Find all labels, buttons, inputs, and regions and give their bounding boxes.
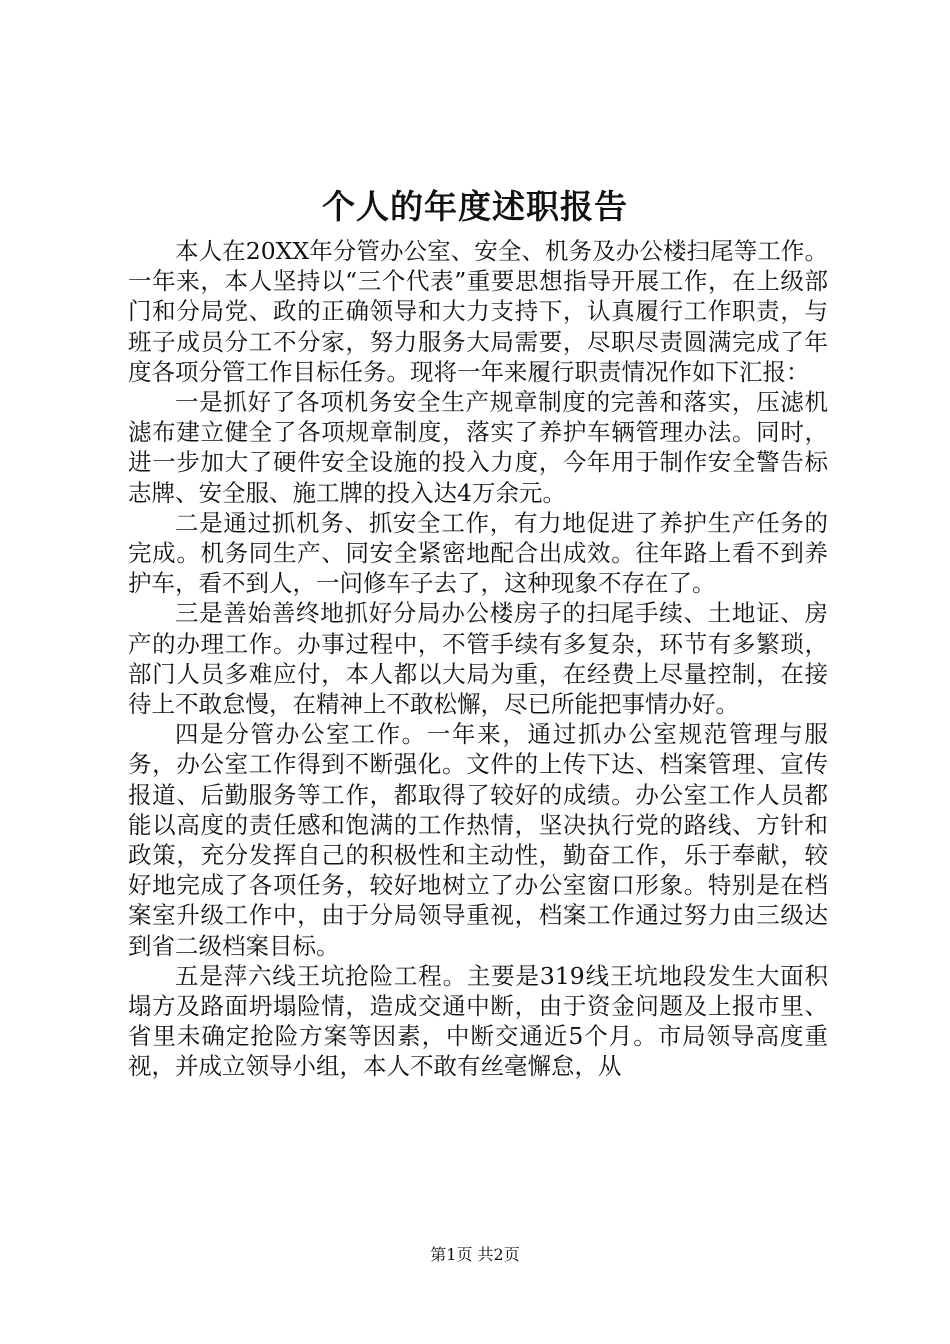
paragraph-item-1: 一是抓好了各项机务安全生产规章制度的完善和落实，压滤机滤布建立健全了各项规章制度，落实了养护车辆管理办法。同时，进一步加大了硬件安全设施的投入力度，今年用于制作安全警告标志牌、安全服、施工牌的投入达4万余元。 [128, 388, 828, 507]
document-title: 个人的年度述职报告 [322, 187, 628, 226]
paragraph-intro: 本人在20XX年分管办公室、安全、机务及办公楼扫尾等工作。一年来，本人坚持以“三个代表”重要思想指导开展工作，在上级部门和分局党、政的正确领导和大力支持下，认真履行工作职责，与班子成员分工不分家，努力服务大局需要，尽职尽责圆满完成了年度各项分管工作目标任务。现将一年来履行职责情况作如下汇报： [128, 237, 828, 386]
document-body [128, 236, 828, 1082]
paragraph-item-3: 三是善始善终地抓好分局办公楼房子的扫尾手续、土地证、房产的办理工作。办事过程中，不管手续有多复杂，环节有多繁琐，部门人员多难应付，本人都以大局为重，在经费上尽量控制，在接待上不敢怠慢，在精神上不敢松懈，尽已所能把事情办好。 [128, 599, 828, 719]
paragraph-item-5: 五是萍六线王坑抢险工程。主要是319线王坑地段发生大面积塌方及路面坍塌险情，造成交通中断，由于资金问题及上报市里、省里未确定抢险方案等因素，中断交通近5个月。市局领导高度重视，并成立领导小组，本人不敢有丝毫懈怠，从 [128, 961, 828, 1081]
paragraph-item-4: 四是分管办公室工作。一年来，通过抓办公室规范管理与服务，办公室工作得到不断强化。文件的上传下达、档案管理、宣传报道、后勤服务等工作，都取得了较好的成绩。办公室工作人员都能以高度的责任感和饱满的工作热情，坚决执行党的路线、方针和政策，充分发挥自己的积极性和主动性，勤奋工作，乐于奉献，较好地完成了各项任务，较好地树立了办公室窗口形象。特别是在档案室升级工作中，由于分局领导重视，档案工作通过努力由三级达到省二级档案目标。 [128, 720, 828, 960]
paragraph-item-2: 二是通过抓机务、抓安全工作，有力地促进了养护生产任务的完成。机务同生产、同安全紧密地配合出成效。往年路上看不到养护车，看不到人，一问修车子去了，这种现象不存在了。 [128, 508, 828, 598]
page-number-footer: 第1页 共2页 [430, 1245, 520, 1264]
